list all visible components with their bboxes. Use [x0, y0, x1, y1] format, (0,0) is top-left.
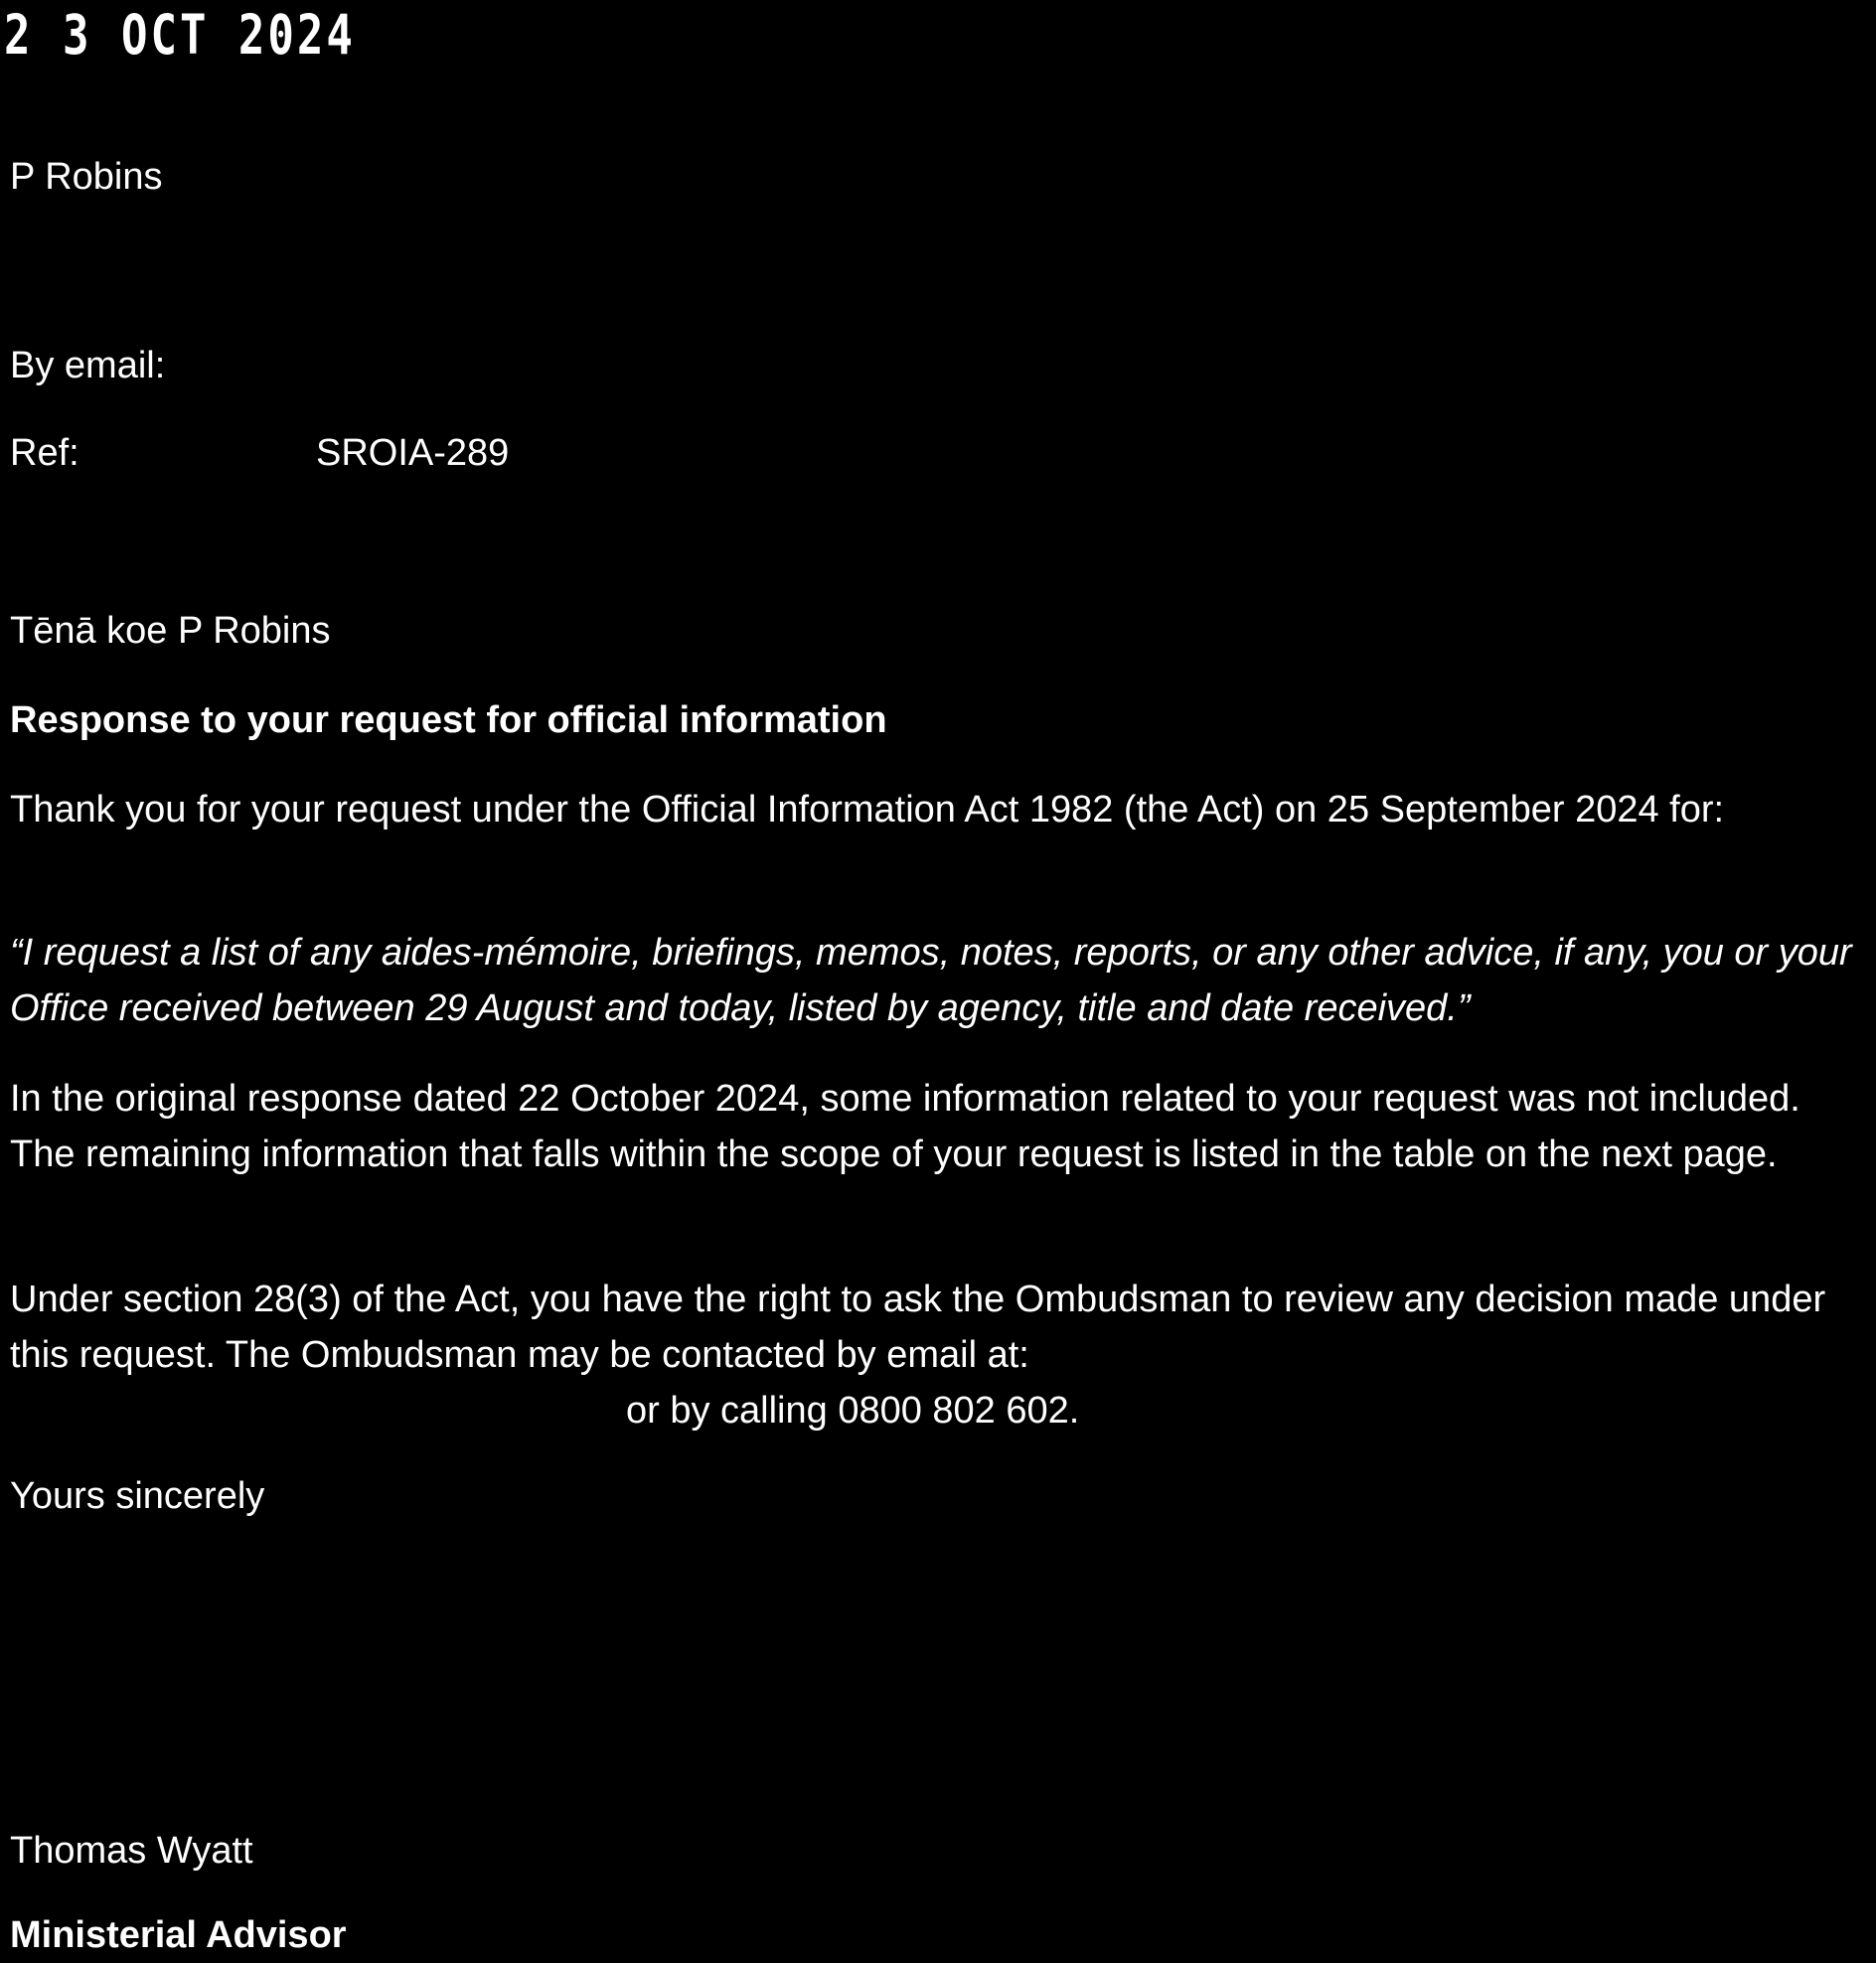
greeting: Tēnā koe P Robins [10, 610, 331, 652]
ombudsman-text: Under section 28(3) of the Act, you have the right to ask the Ombudsman to review any decision made under this request. The Ombudsman may be contacted by email at: [10, 1279, 1826, 1376]
intro-paragraph: Thank you for your request under the Official Information Act 1982 (the Act) on 25 September 2024 for: [10, 789, 1725, 830]
reference-value: SROIA-289 [316, 432, 510, 474]
reference-label: Ref: [10, 432, 79, 474]
signatory-name: Thomas Wyatt [10, 1830, 253, 1872]
signatory-title: Ministerial Advisor [10, 1914, 347, 1956]
reference-row [10, 425, 606, 481]
recipient-name: P Robins [10, 156, 163, 198]
email-label: By email: [10, 345, 166, 386]
subject-heading: Response to your request for official information [10, 699, 887, 741]
ombudsman-phone-text: or by calling 0800 802 602. [626, 1390, 1080, 1432]
closing: Yours sincerely [10, 1475, 265, 1517]
date-stamp: 2 3 OCT 2024 [4, 4, 356, 68]
original-response-paragraph: In the original response dated 22 October 2024, some information related to your request was not included. The remaining information that falls within the scope of your request is listed in the table on the next page. [10, 1078, 1800, 1175]
request-quote: “I request a list of any aides-mémoire, briefings, memos, notes, reports, or any other advice, if any, you or your Office received between 29 August and today, listed by agency, title and date received.” [10, 932, 1852, 1029]
ombudsman-paragraph [10, 1272, 1866, 1438]
